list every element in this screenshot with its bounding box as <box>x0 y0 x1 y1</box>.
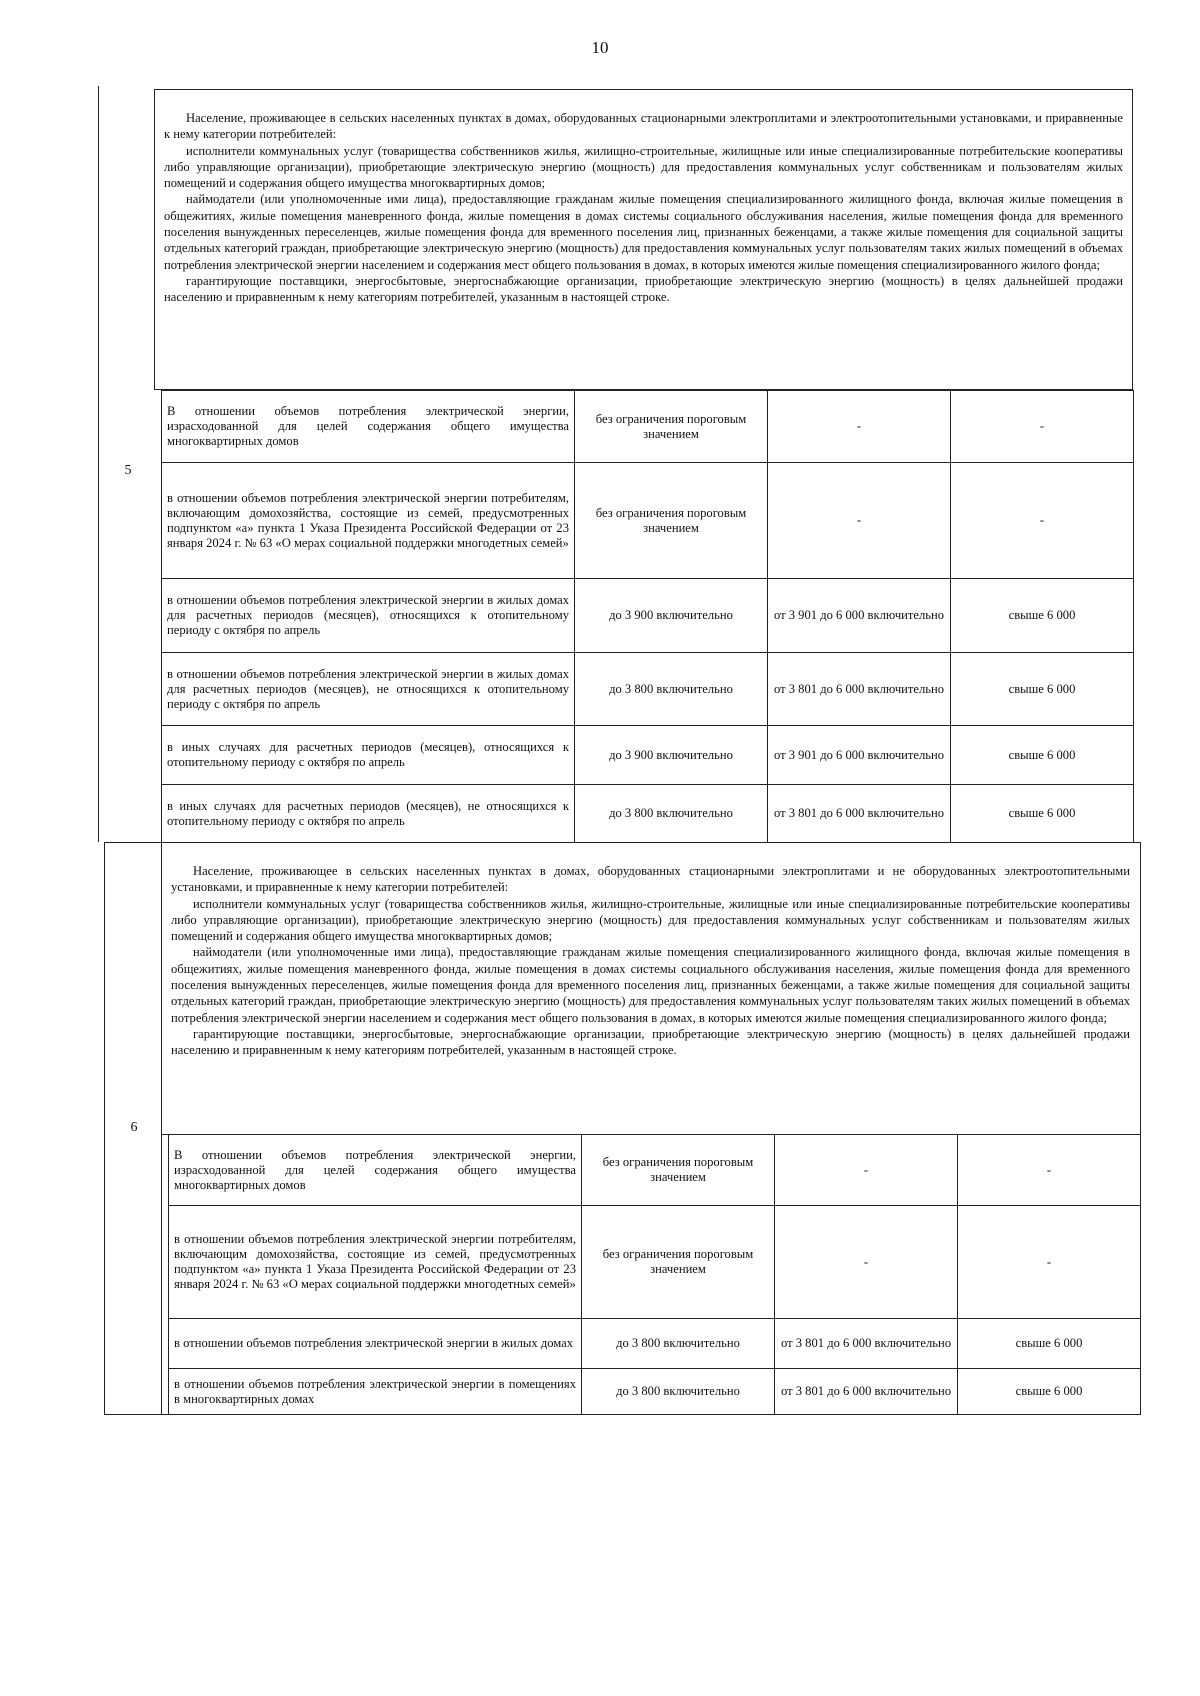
intro-paragraph: наймодатели (или уполномоченные ими лица), предоставляющие гражданам жилые помещения специализированного жилищного фонда, включая жилые помещения в общежитиях, жилые помещения маневренного фонда, жилые помещения в домах системы социального обслуживания населения, жилые помещения фонда для временного поселения вынужденных переселенцев, жилые помещения фонда для временного поселения лиц, признанных беженцами, а также жилые помещения для социальной защиты отдельных категорий граждан, приобретающие электрическую энергию (мощность) для предоставления коммунальных услуг пользователям таких жилых помещений в объемах потребления электрической энергии населением и содержания мест общего пользования в домах, в которых имеются жилые помещения специализированного жилого фонда; <box>171 945 1130 1025</box>
threshold-mid: - <box>775 1206 958 1319</box>
row-description: в отношении объемов потребления электрической энергии в помещениях в многоквартирных домах <box>169 1369 582 1415</box>
threshold-high: свыше 6 000 <box>958 1319 1141 1369</box>
threshold-high: - <box>958 1135 1141 1206</box>
intro-paragraph: гарантирующие поставщики, энергосбытовые, энергоснабжающие организации, приобретающие электрическую энергию (мощность) в целях дальнейшей продажи населению и приравненным к нему категориям потребителей, указанным в настоящей строке. <box>171 1026 1130 1058</box>
table-row <box>162 785 1134 843</box>
threshold-mid: - <box>775 1135 958 1206</box>
threshold-high: свыше 6 000 <box>951 653 1134 726</box>
threshold-mid: - <box>768 391 951 463</box>
table-row <box>162 726 1134 785</box>
threshold-high: - <box>958 1206 1141 1319</box>
table-row <box>169 1369 1141 1415</box>
row-number: 5 <box>124 463 132 478</box>
intro-paragraph: исполнители коммунальных услуг (товарищества собственников жилья, жилищно-строительные, жилищные или иные специализированные потребительские кооперативы либо управляющие организации), приобретающие электрическую энергию (мощность) для предоставления коммунальных услуг собственникам и пользователям жилых помещений и содержания общего имущества многоквартирных домов; <box>164 143 1123 191</box>
threshold-high: свыше 6 000 <box>951 579 1134 653</box>
threshold-low: без ограничения пороговым значением <box>582 1206 775 1319</box>
tariff-rows-table <box>161 390 1134 843</box>
table-row <box>162 653 1134 726</box>
threshold-low: без ограничения пороговым значением <box>575 391 768 463</box>
threshold-mid: от 3 801 до 6 000 включительно <box>775 1369 958 1415</box>
intro-paragraph: Население, проживающее в сельских населенных пунктах в домах, оборудованных стационарными электроплитами и электроотопительными установками, и приравненные к нему категории потребителей: <box>164 111 1123 142</box>
threshold-low: до 3 800 включительно <box>575 653 768 726</box>
row-description: в отношении объемов потребления электрической энергии потребителям, включающим домохозяйства, состоящие из семей, предусмотренных подпунктом «а» пункта 1 Указа Президента Российской Федерации от 23 января 2024 г. № 63 «О мерах социальной поддержки многодетных семей» <box>162 463 575 579</box>
row-description: в отношении объемов потребления электрической энергии потребителям, включающим домохозяйства, состоящие из семей, предусмотренных подпунктом «а» пункта 1 Указа Президента Российской Федерации от 23 января 2024 г. № 63 «О мерах социальной поддержки многодетных семей» <box>169 1206 582 1319</box>
threshold-high: свыше 6 000 <box>951 726 1134 785</box>
row-description: в отношении объемов потребления электрической энергии в жилых домах для расчетных периодов (месяцев), не относящихся к отопительному периоду с октября по апрель <box>162 653 575 726</box>
row-description: в иных случаях для расчетных периодов (месяцев), не относящихся к отопительному периоду с октября по апрель <box>162 785 575 843</box>
intro-paragraph: Население, проживающее в сельских населенных пунктах в домах, оборудованных стационарными электроплитами и не оборудованных электроотопительными установками, и приравненные к нему категории потребителей: <box>171 864 1130 895</box>
intro-paragraph: наймодатели (или уполномоченные ими лица), предоставляющие гражданам жилые помещения специализированного жилищного фонда, включая жилые помещения в общежитиях, жилые помещения маневренного фонда, жилые помещения в домах системы социального обслуживания населения, жилые помещения фонда для временного поселения вынужденных переселенцев, жилые помещения фонда для временного поселения лиц, признанных беженцами, а также жилые помещения для социальной защиты отдельных категорий граждан, приобретающие электрическую энергию (мощность) для предоставления коммунальных услуг пользователям таких жилых помещений в объемах потребления электрической энергии населением и содержания мест общего пользования в домах, в которых имеются жилые помещения специализированного жилого фонда; <box>164 192 1123 272</box>
threshold-low: до 3 800 включительно <box>575 785 768 843</box>
table-row <box>162 463 1134 579</box>
threshold-high: свыше 6 000 <box>958 1369 1141 1415</box>
threshold-low: без ограничения пороговым значением <box>582 1135 775 1206</box>
row-description: в отношении объемов потребления электрической энергии в жилых домах для расчетных периодов (месяцев), относящихся к отопительному периоду с октября по апрель <box>162 579 575 653</box>
page-number: 10 <box>591 38 609 57</box>
intro-paragraph: исполнители коммунальных услуг (товарищества собственников жилья, жилищно-строительные, жилищные или иные специализированные потребительские кооперативы либо управляющие организации), приобретающие электрическую энергию (мощность) для предоставления коммунальных услуг собственникам и пользователям жилых помещений и содержания общего имущества многоквартирных домов; <box>171 896 1130 944</box>
threshold-mid: от 3 901 до 6 000 включительно <box>768 726 951 785</box>
threshold-mid: от 3 801 до 6 000 включительно <box>775 1319 958 1369</box>
threshold-mid: от 3 801 до 6 000 включительно <box>768 785 951 843</box>
intro-paragraph: гарантирующие поставщики, энергосбытовые, энергоснабжающие организации, приобретающие электрическую энергию (мощность) в целях дальнейшей продажи населению и приравненным к нему категориям потребителей, указанным в настоящей строке. <box>164 273 1123 305</box>
section-intro <box>161 857 1140 1059</box>
section-intro <box>154 104 1133 306</box>
threshold-mid: - <box>768 463 951 579</box>
table-row <box>169 1206 1141 1319</box>
threshold-mid: от 3 801 до 6 000 включительно <box>768 653 951 726</box>
table-row <box>162 579 1134 653</box>
row-description: в отношении объемов потребления электрической энергии в жилых домах <box>169 1319 582 1369</box>
row-description: В отношении объемов потребления электрической энергии, израсходованной для целей содержания общего имущества многоквартирных домов <box>169 1135 582 1206</box>
threshold-high: свыше 6 000 <box>951 785 1134 843</box>
table-row <box>169 1135 1141 1206</box>
left-border <box>104 842 105 1414</box>
row-number: 6 <box>130 1120 138 1135</box>
row-description: В отношении объемов потребления электрической энергии, израсходованной для целей содержания общего имущества многоквартирных домов <box>162 391 575 463</box>
threshold-mid: от 3 901 до 6 000 включительно <box>768 579 951 653</box>
left-border <box>98 86 99 842</box>
threshold-low: до 3 800 включительно <box>582 1319 775 1369</box>
threshold-high: - <box>951 391 1134 463</box>
tariff-rows-table <box>168 1134 1141 1415</box>
threshold-low: до 3 800 включительно <box>582 1369 775 1415</box>
threshold-low: до 3 900 включительно <box>575 579 768 653</box>
row-description: в иных случаях для расчетных периодов (месяцев), относящихся к отопительному периоду с октября по апрель <box>162 726 575 785</box>
section-divider <box>104 842 1140 843</box>
table-row <box>162 391 1134 463</box>
threshold-high: - <box>951 463 1134 579</box>
threshold-low: без ограничения пороговым значением <box>575 463 768 579</box>
table-row <box>169 1319 1141 1369</box>
threshold-low: до 3 900 включительно <box>575 726 768 785</box>
